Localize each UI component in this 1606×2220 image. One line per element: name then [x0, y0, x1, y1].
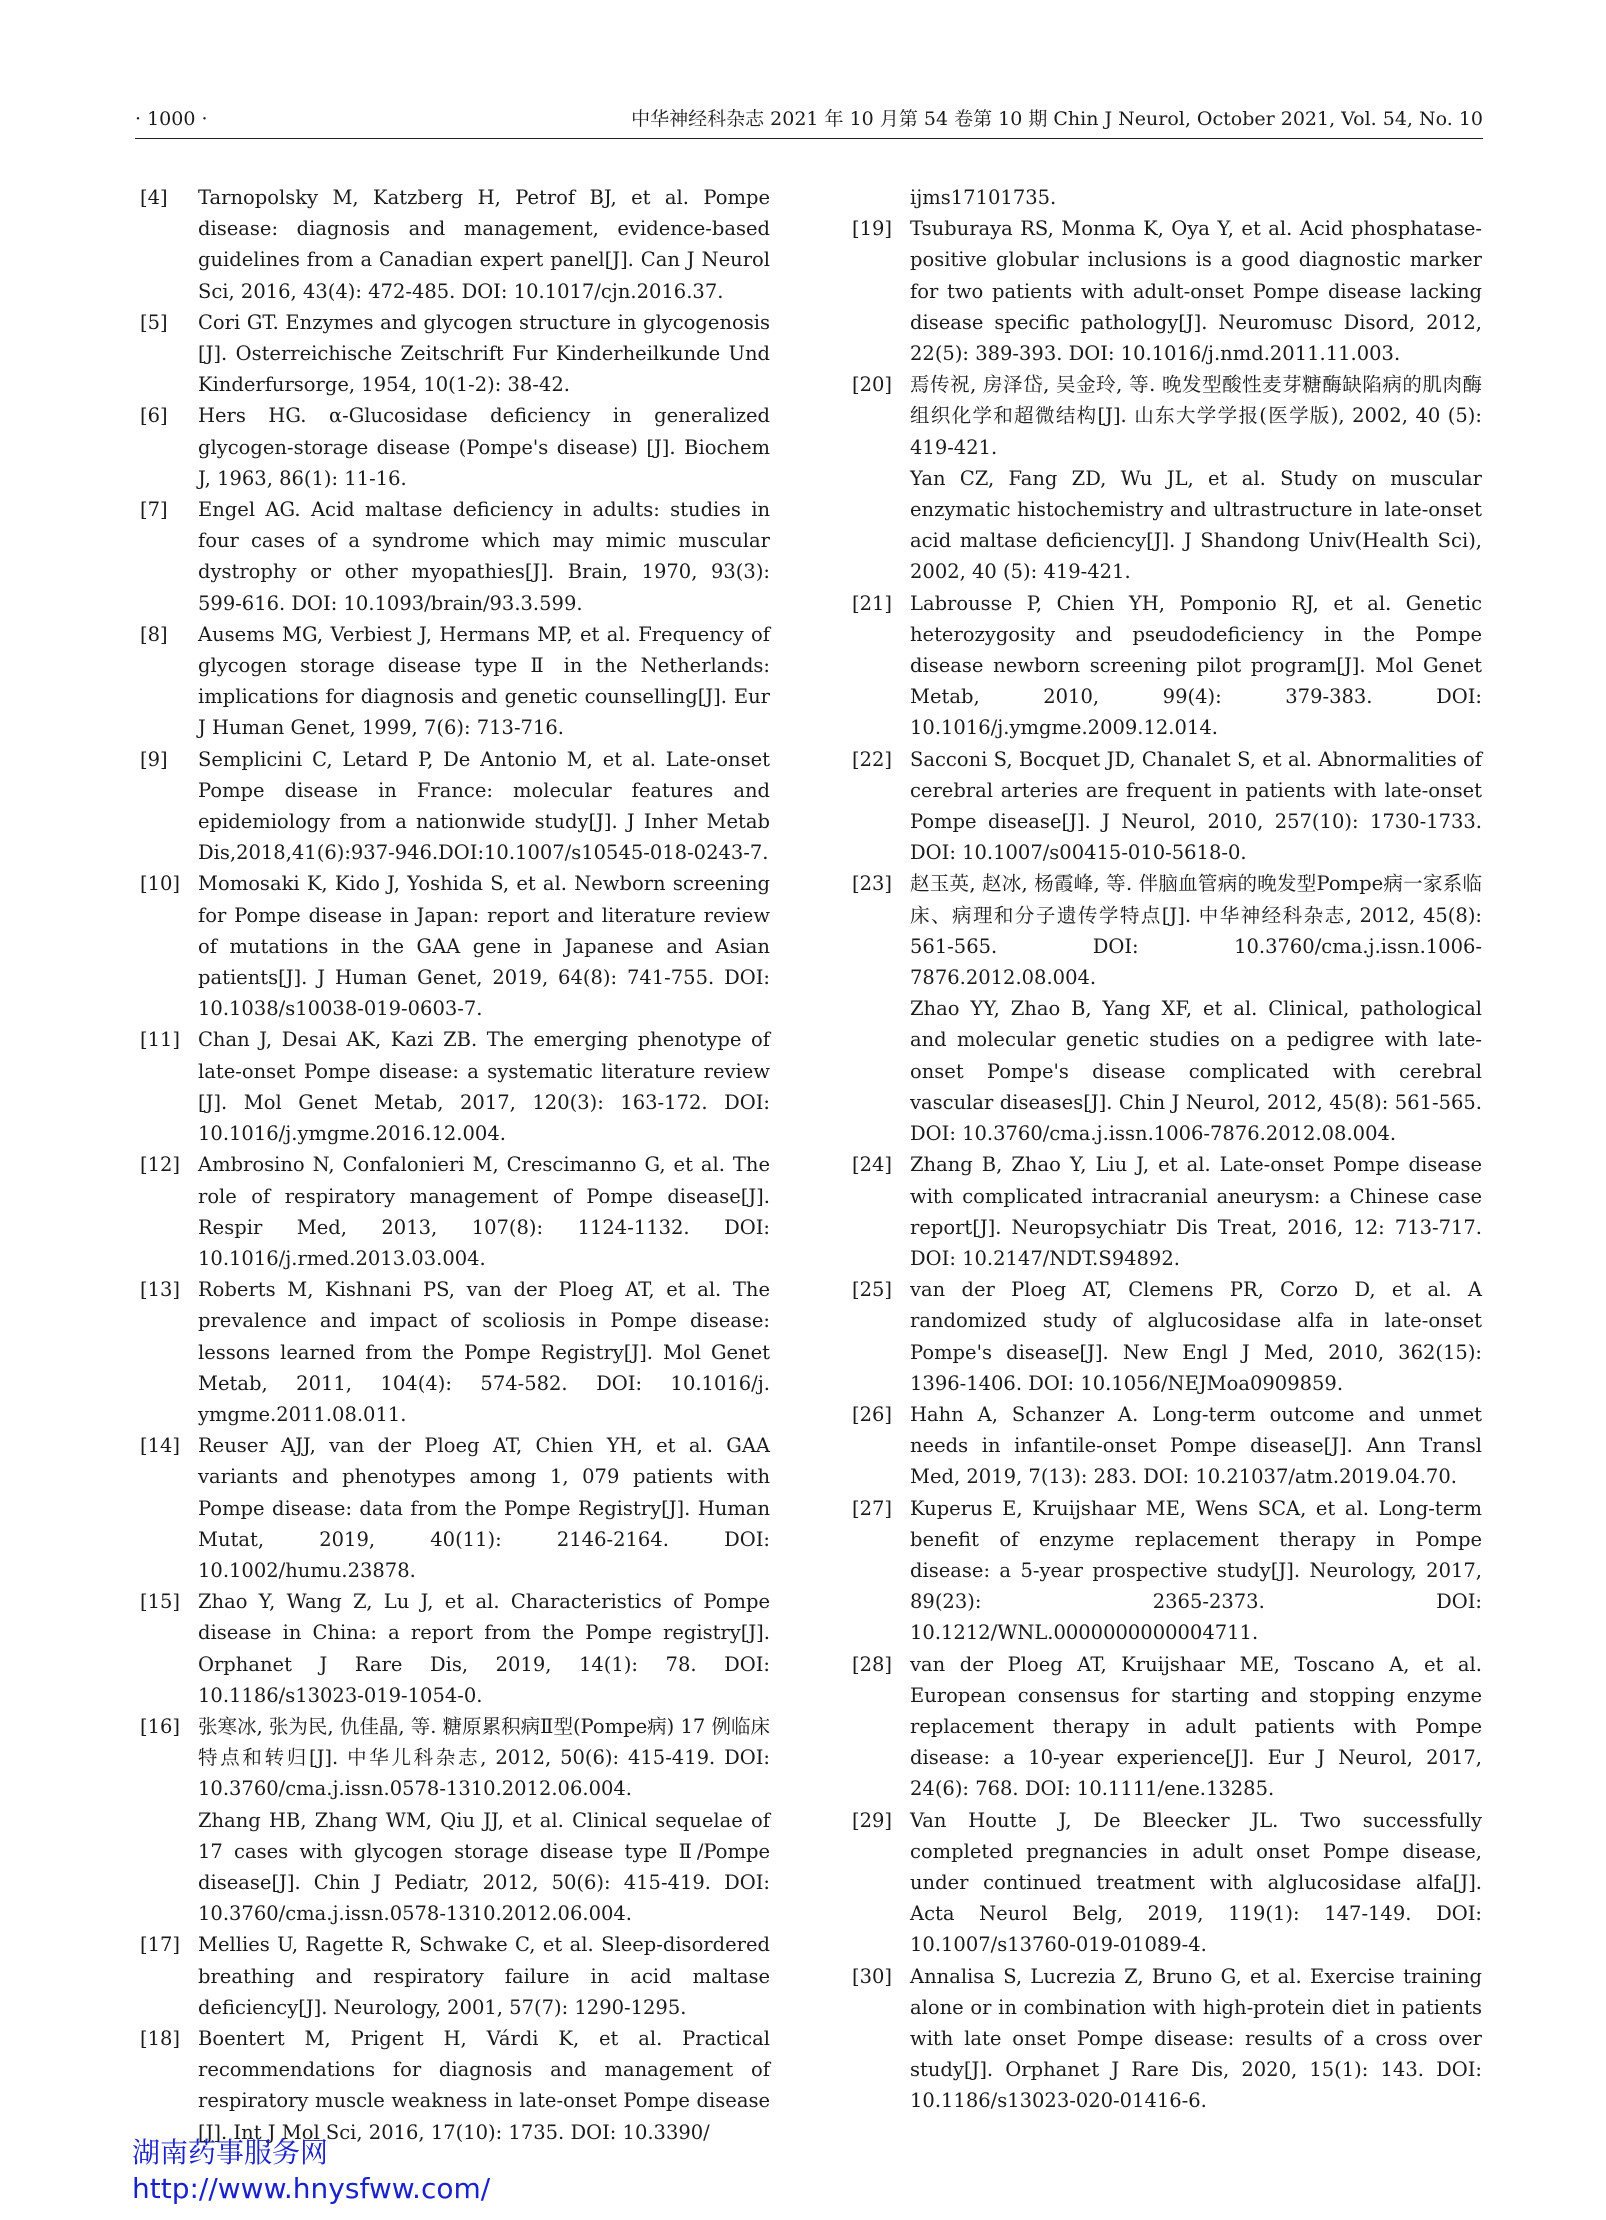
reference-text: Mellies U, Ragette R, Schwake C, et al. Sleep-disordered breathing and respiratory failure in acid maltase deficiency[J]. Neurology, 2001, 57(7): 1290-1295.: [198, 1933, 770, 2019]
reference-text: Van Houtte J, De Bleecker JL. Two successfully completed pregnancies in adult onset Pompe disease, under continued treatment with alglucosidase alfa[J]. Acta Neurol Belg, 2019, 119(1): 147-149. DOI: 10.1007/s13760-019-01089-4.: [910, 1808, 1482, 1957]
reference-text: Sacconi S, Bocquet JD, Chanalet S, et al. Abnormalities of cerebral arteries are frequent in patients with late-onset Pompe disease[J]. J Neurol, 2010, 257(10): 1730-1733. DOI: 10.1007/s00415-010-5618-0.: [910, 747, 1482, 865]
reference-item: [140, 1149, 770, 1274]
reference-text: Chan J, Desai AK, Kazi ZB. The emerging phenotype of late-onset Pompe disease: a systematic literature review [J]. Mol Genet Metab, 2017, 120(3): 163-172. DOI: 10.1016/j.ymgme.2016.12.004.: [198, 1028, 770, 1146]
reference-item: [852, 1649, 1482, 1805]
reference-text: Engel AG. Acid maltase deficiency in adults: studies in four cases of a syndrome which may mimic muscular dystrophy or other myopathies[J]. Brain, 1970, 93(3): 599-616. DOI: 10.1093/brain/93.3.599.: [198, 498, 770, 615]
running-header: [135, 104, 1483, 139]
reference-item: [140, 400, 770, 494]
reference-item: [140, 1430, 770, 1586]
reference-text: 张寒冰, 张为民, 仇佳晶, 等. 糖原累积病Ⅱ型(Pompe病) 17 例临床特点和转归[J]. 中华儿科杂志, 2012, 50(6): 415-419. DOI: 10.3760/cma.j.issn.0578-1310.2012.06.004.: [198, 1714, 770, 1801]
reference-item: [852, 1399, 1482, 1493]
reference-number: [21]: [852, 591, 893, 615]
reference-text: Tsuburaya RS, Monma K, Oya Y, et al. Acid phosphatase-positive globular inclusions is a good diagnostic marker for two patients with adult-onset Pompe disease lacking disease specific pathology[J]. Neuromusc Disord, 2012, 22(5): 389-393. DOI: 10.1016/j.nmd.2011.11.003.: [910, 217, 1482, 366]
reference-number: [30]: [852, 1964, 893, 1988]
reference-number: [23]: [852, 872, 893, 896]
reference-item: [140, 1586, 770, 1711]
reference-number: [29]: [852, 1808, 893, 1832]
reference-number: [10]: [140, 872, 181, 896]
reference-translation: Zhao YY, Zhao B, Yang XF, et al. Clinical, pathological and molecular genetic studies on a pedigree with late-onset Pompe's disease complicated with cerebral vascular diseases[J]. Chin J Neurol, 2012, 45(8): 561-565. DOI: 10.3760/cma.j.issn.1006-7876.2012.08.004.: [910, 997, 1482, 1146]
reference-item: [140, 619, 770, 744]
reference-number: [14]: [140, 1434, 181, 1458]
reference-item: [140, 1711, 770, 1805]
reference-translation: Yan CZ, Fang ZD, Wu JL, et al. Study on muscular enzymatic histochemistry and ultrastructure in late-onset acid maltase deficiency[J]. J Shandong Univ(Health Sci), 2002, 40 (5): 419-421.: [910, 466, 1482, 584]
reference-item: [852, 1149, 1482, 1274]
reference-text: 赵玉英, 赵冰, 杨霞峰, 等. 伴脑血管病的晚发型Pompe病一家系临床、病理和分子遗传学特点[J]. 中华神经科杂志, 2012, 45(8): 561-565. DOI: 10.3760/cma.j.issn.1006-7876.2012.08.004.: [910, 872, 1482, 990]
reference-item: [852, 1961, 1482, 2117]
reference-number: [25]: [852, 1278, 893, 1302]
reference-text: van der Ploeg AT, Kruijshaar ME, Toscano A, et al. European consensus for starting and stopping enzyme replacement therapy in adult patients with Pompe disease: a 10-year experience[J]. Eur J Neurol, 2017, 24(6): 768. DOI: 10.1111/ene.13285.: [910, 1652, 1482, 1801]
reference-item: [852, 588, 1482, 744]
reference-text: Ausems MG, Verbiest J, Hermans MP, et al. Frequency of glycogen storage disease type Ⅱ in the Netherlands: implications for diagnosis and genetic counselling[J]. Eur J Human Genet, 1999, 7(6): 713-716.: [198, 622, 770, 740]
reference-text: Roberts M, Kishnani PS, van der Ploeg AT, et al. The prevalence and impact of scoliosis in Pompe disease: lessons learned from the Pompe Registry[J]. Mol Genet Metab, 2011, 104(4): 574-582. DOI: 10.1016/j. ymgme.2011.08.011.: [198, 1278, 770, 1426]
reference-number: [15]: [140, 1590, 181, 1614]
reference-text: Annalisa S, Lucrezia Z, Bruno G, et al. Exercise training alone or in combination with high-protein diet in patients with late onset Pompe disease: results of a cross over study[J]. Orphanet J Rare Dis, 2020, 15(1): 143. DOI: 10.1186/s13023-020-01416-6.: [910, 1964, 1482, 2113]
reference-continuation: ijms17101735.: [910, 186, 1057, 209]
reference-text: Zhang B, Zhao Y, Liu J, et al. Late-onset Pompe disease with complicated intracranial aneurysm: a Chinese case report[J]. Neuropsychiatr Dis Treat, 2016, 12: 713-717. DOI: 10.2147/NDT.S94892.: [910, 1153, 1482, 1270]
reference-number: [7]: [140, 498, 168, 522]
reference-text: Ambrosino N, Confalonieri M, Crescimanno G, et al. The role of respiratory management of Pompe disease[J]. Respir Med, 2013, 107(8): 1124-1132. DOI: 10.1016/j.rmed.2013.03.004.: [198, 1153, 770, 1270]
reference-list-right: [852, 213, 1482, 2116]
reference-number: [8]: [140, 622, 168, 646]
reference-item: [140, 494, 770, 619]
reference-text: Reuser AJJ, van der Ploeg AT, Chien YH, et al. GAA variants and phenotypes among 1, 079 patients with Pompe disease: data from the Pompe Registry[J]. Human Mutat, 2019, 40(11): 2146-2164. DOI: 10.1002/humu.23878.: [198, 1434, 770, 1582]
reference-item: [140, 744, 770, 869]
watermark-footer: [132, 2135, 490, 2207]
reference-item: [852, 744, 1482, 869]
reference-text: Labrousse P, Chien YH, Pomponio RJ, et al. Genetic heterozygosity and pseudodeficiency in the Pompe disease newborn screening pilot program[J]. Mol Genet Metab, 2010, 99(4): 379-383. DOI: 10.1016/j.ymgme.2009.12.014.: [910, 591, 1482, 740]
reference-text: 焉传祝, 房泽岱, 吴金玲, 等. 晚发型酸性麦芽糖酶缺陷病的肌肉酶组织化学和超微结构[J]. 山东大学学报(医学版), 2002, 40 (5): 419-421.: [910, 373, 1482, 459]
reference-number: [20]: [852, 373, 893, 397]
reference-column-right: [852, 182, 1482, 2117]
reference-item: [140, 1274, 770, 1430]
reference-item: [140, 1024, 770, 1149]
reference-item: [852, 1805, 1482, 1961]
reference-item: [852, 1274, 1482, 1399]
reference-translation: Zhang HB, Zhang WM, Qiu JJ, et al. Clinical sequelae of 17 cases with glycogen storage disease type Ⅱ/Pompe disease[J]. Chin J Pediatr, 2012, 50(6): 415-419. DOI: 10.3760/cma.j.issn.0578-1310.2012.06.004.: [198, 1808, 770, 1926]
reference-text: Cori GT. Enzymes and glycogen structure in glycogenosis [J]. Osterreichische Zeitschrift Fur Kinderheilkunde Und Kinderfursorge, 1954, 10(1-2): 38-42.: [198, 310, 770, 397]
reference-item: [852, 213, 1482, 369]
site-url[interactable]: http://www.hnysfww.com/: [132, 2172, 491, 2205]
reference-item: [140, 868, 770, 1024]
reference-item: [852, 1493, 1482, 1649]
reference-number: [4]: [140, 186, 168, 209]
reference-text: Boentert M, Prigent H, Várdi K, et al. Practical recommendations for diagnosis and management of respiratory muscle weakness in late-onset Pompe disease [J]. Int J Mol Sci, 2016, 17(10): 1735. DOI: 10.3390/: [198, 2026, 770, 2144]
reference-number: [28]: [852, 1652, 893, 1676]
reference-item: [140, 2023, 770, 2148]
reference-number: [5]: [140, 310, 168, 334]
reference-item: [140, 307, 770, 401]
reference-number: [26]: [852, 1402, 893, 1426]
reference-item: [852, 868, 1482, 993]
reference-item: [140, 1929, 770, 2023]
page-number: · 1000 ·: [135, 108, 208, 130]
reference-item: [852, 369, 1482, 463]
reference-number: [9]: [140, 747, 168, 771]
reference-text: Zhao Y, Wang Z, Lu J, et al. Characteristics of Pompe disease in China: a report from the Pompe registry[J]. Orphanet J Rare Dis, 2019, 14(1): 78. DOI: 10.1186/s13023-019-1054-0.: [198, 1590, 770, 1707]
reference-text: Hers HG. α-Glucosidase deficiency in generalized glycogen-storage disease (Pompe's disease) [J]. Biochem J, 1963, 86(1): 11-16.: [198, 404, 770, 490]
reference-number: [18]: [140, 2026, 181, 2050]
reference-text: Momosaki K, Kido J, Yoshida S, et al. Newborn screening for Pompe disease in Japan: report and literature review of mutations in the GAA gene in Japanese and Asian patients[J]. J Human Genet, 2019, 64(8): 741-755. DOI: 10.1038/s10038-019-0603-7.: [198, 872, 770, 1021]
journal-citation: 中华神经科杂志 2021 年 10 月第 54 卷第 10 期 Chin J Neurol, October 2021, Vol. 54, No. 10: [631, 108, 1483, 130]
reference-number: [6]: [140, 404, 168, 428]
reference-text: Tarnopolsky M, Katzberg H, Petrof BJ, et al. Pompe disease: diagnosis and management, evidence-based guidelines from a Canadian expert panel[J]. Can J Neurol Sci, 2016, 43(4): 472-485. DOI: 10.1017/cjn.2016.37.: [198, 186, 770, 303]
site-name: 湖南药事服务网: [132, 2136, 329, 2169]
reference-number: [27]: [852, 1496, 893, 1520]
reference-number: [13]: [140, 1278, 181, 1302]
reference-number: [19]: [852, 217, 893, 241]
reference-item: [140, 182, 770, 307]
reference-number: [17]: [140, 1933, 181, 1957]
reference-text: Kuperus E, Kruijshaar ME, Wens SCA, et al. Long-term benefit of enzyme replacement therapy in Pompe disease: a 5-year prospective study[J]. Neurology, 2017, 89(23): 2365-2373. DOI: 10.1212/WNL.0000000000004711.: [910, 1496, 1482, 1645]
reference-number: [12]: [140, 1153, 181, 1177]
reference-column-left: [140, 182, 770, 2148]
reference-number: [16]: [140, 1714, 181, 1738]
reference-text: Hahn A, Schanzer A. Long-term outcome and unmet needs in infantile-onset Pompe disease[J]. Ann Transl Med, 2019, 7(13): 283. DOI: 10.21037/atm.2019.04.70.: [910, 1402, 1482, 1489]
reference-text: van der Ploeg AT, Clemens PR, Corzo D, et al. A randomized study of alglucosidase alfa in late-onset Pompe's disease[J]. New Engl J Med, 2010, 362(15): 1396-1406. DOI: 10.1056/NEJMoa0909859.: [910, 1278, 1482, 1395]
reference-number: [22]: [852, 747, 893, 771]
reference-number: [24]: [852, 1153, 893, 1177]
reference-number: [11]: [140, 1028, 181, 1052]
reference-text: Semplicini C, Letard P, De Antonio M, et al. Late-onset Pompe disease in France: molecular features and epidemiology from a nationwide study[J]. J Inher Metab Dis,2018,41(6):937-946.DOI:10.1007/s10545-018-0243-7.: [198, 747, 770, 865]
